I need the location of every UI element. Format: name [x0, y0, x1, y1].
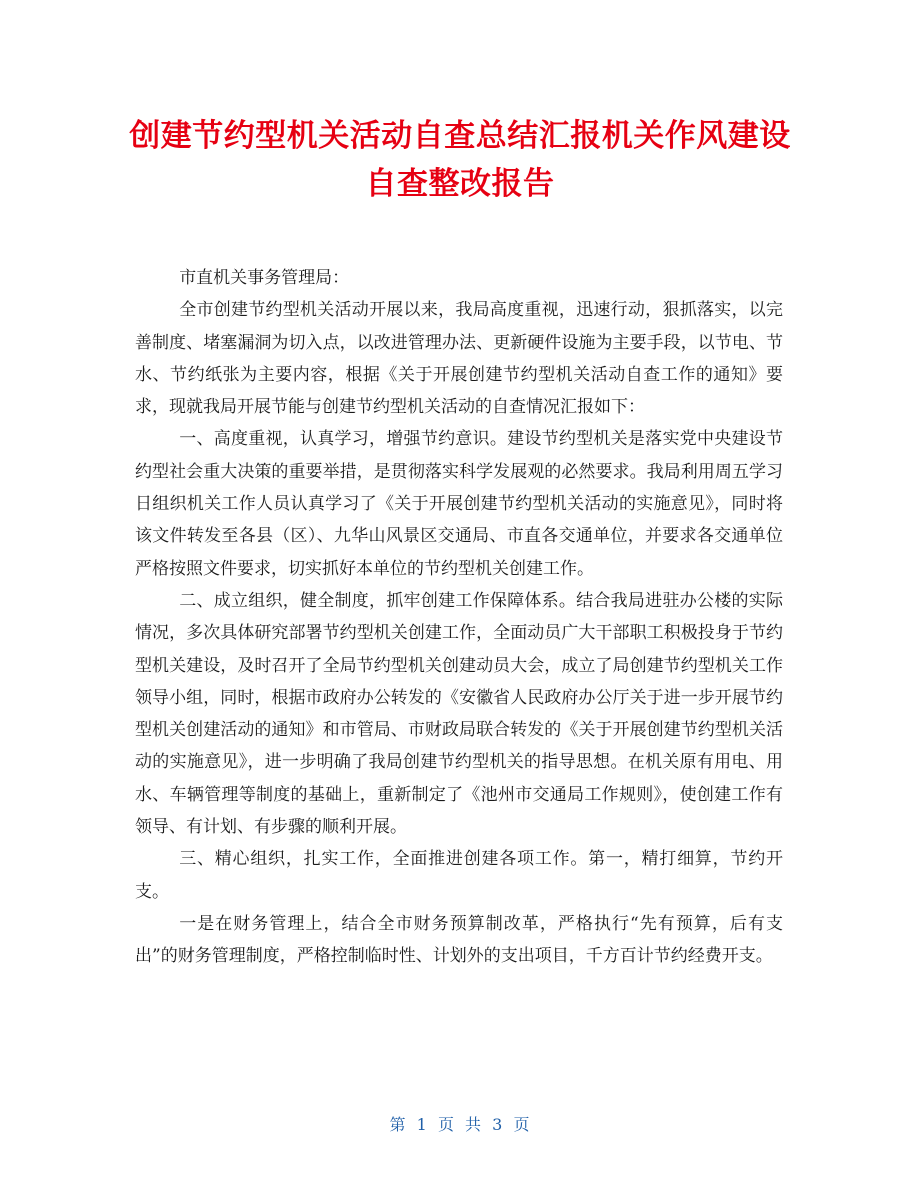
footer-current-page: 1: [416, 1115, 428, 1134]
paragraph-section-3-item-1: 一是在财务管理上，结合全市财务预算制改革，严格执行“先有预算，后有支出”的财务管理制度，严格控制临时性、计划外的支出项目，千方百计节约经费开支。: [135, 913, 783, 967]
footer-page-unit: 页: [437, 1115, 455, 1134]
paragraph-intro: 全市创建节约型机关活动开展以来，我局高度重视，迅速行动，狠抓落实，以完善制度、堵塞漏洞为切入点，以改进管理办法、更新硬件设施为主要手段，以节电、节水、节约纸张为主要内容，根据《关于开展创建节约型机关活动自查工作的通知》要求，现就我局开展节能与创建节约型机关活动的自查情况汇报如下：: [135, 300, 783, 418]
footer-page-label: 第: [389, 1115, 407, 1134]
footer-total-label: 共: [465, 1115, 483, 1134]
document-body: [135, 262, 783, 973]
footer-total-pages: 3: [492, 1115, 504, 1134]
document-title: 创建节约型机关活动自查总结汇报机关作风建设自查整改报告: [129, 118, 791, 202]
paragraph-section-2: 二、成立组织，健全制度，抓牢创建工作保障体系。结合我局进驻办公楼的实际情况，多次具体研究部署节约型机关创建工作，全面动员广大干部职工积极投身于节约型机关建设，及时召开了全局节约型机关创建动员大会，成立了局创建节约型机关工作领导小组，同时，根据市政府办公转发的《安徽省人民政府办公厅关于进一步开展节约型机关创建活动的通知》和市管局、市财政局联合转发的《关于开展创建节约型机关活动的实施意见》，进一步明确了我局创建节约型机关的指导思想。在机关原有用电、用水、车辆管理等制度的基础上，重新制定了《池州市交通局工作规则》，使创建工作有领导、有计划、有步骤的顺利开展。: [135, 590, 783, 838]
salutation: 市直机关事务管理局：: [179, 268, 350, 288]
paragraph-section-1: 一、高度重视，认真学习，增强节约意识。建设节约型机关是落实党中央建设节约型社会重大决策的重要举措，是贯彻落实科学发展观的必然要求。我局利用周五学习日组织机关工作人员认真学习了《关于开展创建节约型机关活动的实施意见》，同时将该文件转发至各县（区）、九华山风景区交通局、市直各交通单位，并要求各交通单位严格按照文件要求，切实抓好本单位的节约型机关创建工作。: [135, 429, 783, 579]
page-number-footer: [0, 1112, 920, 1135]
paragraph-section-3: 三、精心组织，扎实工作，全面推进创建各项工作。第一，精打细算，节约开支。: [135, 849, 783, 902]
footer-total-unit: 页: [513, 1115, 531, 1134]
